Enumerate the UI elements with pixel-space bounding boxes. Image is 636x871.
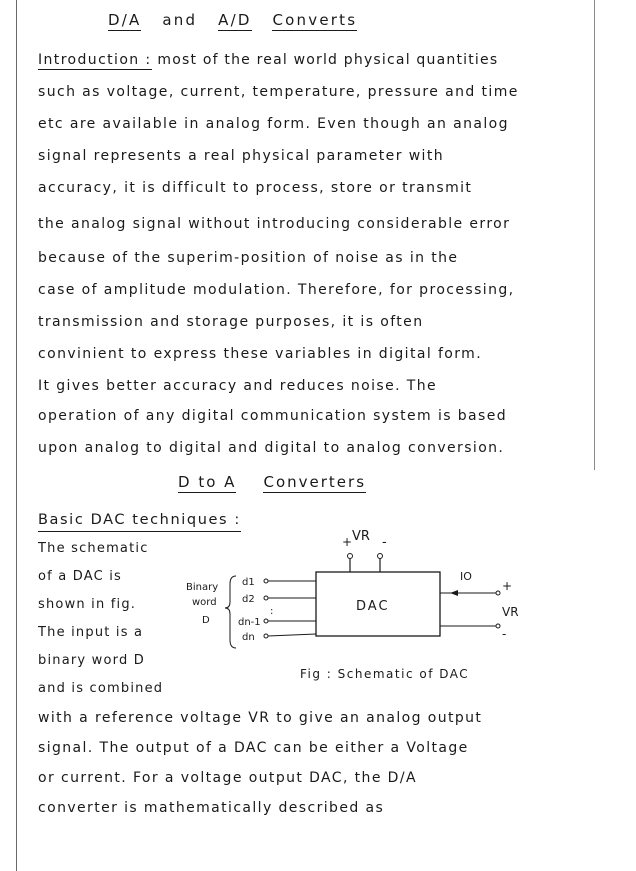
figure-caption: Fig : Schematic of DAC bbox=[300, 667, 470, 681]
input-caption-word: word bbox=[192, 597, 217, 608]
intro-line-3: etc are available in analog form. Even though an analog bbox=[38, 116, 509, 132]
input-dn-label: dn bbox=[242, 632, 255, 643]
right-margin-line bbox=[594, 0, 595, 470]
intro-line-11: It gives better accuracy and reduces noise. The bbox=[38, 378, 438, 394]
output-current-label: IO bbox=[460, 570, 472, 583]
ref-minus-terminal bbox=[378, 554, 383, 559]
bottom-line-1: with a reference voltage VR to give an analog output bbox=[38, 710, 483, 726]
input-dn1-label: dn-1 bbox=[238, 617, 261, 628]
input-ellipsis: : bbox=[270, 606, 274, 617]
input-dn-wire bbox=[268, 634, 316, 636]
input-dn-terminal bbox=[264, 634, 268, 638]
title-ad: A/D bbox=[218, 11, 252, 29]
ref-plus-label: + bbox=[342, 535, 353, 549]
page-title bbox=[108, 10, 357, 30]
side-line-5: binary word D bbox=[38, 653, 145, 668]
left-margin-line bbox=[16, 0, 17, 871]
ref-minus-label: - bbox=[382, 535, 387, 550]
input-dn1-terminal bbox=[264, 619, 268, 623]
side-line-6: and is combined bbox=[38, 681, 164, 696]
output-minus-terminal bbox=[496, 624, 500, 628]
section-heading bbox=[178, 472, 366, 492]
dac-schematic-svg bbox=[180, 528, 530, 696]
intro-line-9: transmission and storage purposes, it is often bbox=[38, 314, 424, 330]
title-da: D/A bbox=[108, 11, 142, 29]
intro-text-1: most of the real world physical quantities bbox=[157, 52, 499, 68]
intro-line-2: such as voltage, current, temperature, pressure and time bbox=[38, 84, 519, 100]
input-caption-d: D bbox=[202, 615, 210, 626]
input-d2-label: d2 bbox=[242, 594, 255, 605]
dac-block-label: DAC bbox=[356, 599, 390, 614]
output-minus-label: - bbox=[502, 627, 507, 641]
intro-line-1 bbox=[38, 50, 498, 70]
intro-line-12: operation of any digital communication system is based bbox=[38, 408, 508, 424]
bottom-line-2: signal. The output of a DAC can be either a Voltage bbox=[38, 740, 469, 756]
bottom-line-4: converter is mathematically described as bbox=[38, 800, 385, 816]
dac-schematic-figure bbox=[180, 528, 530, 696]
intro-line-5: accuracy, it is difficult to process, store or transmit bbox=[38, 180, 473, 196]
basic-dac-heading: Basic DAC techniques : bbox=[38, 510, 241, 532]
output-plus-terminal bbox=[496, 591, 500, 595]
intro-line-4: signal represents a real physical parameter with bbox=[38, 148, 445, 164]
intro-line-7: because of the superim-position of noise as in the bbox=[38, 250, 459, 266]
side-line-1: The schematic bbox=[38, 541, 149, 556]
intro-line-13: upon analog to digital and digital to analog conversion. bbox=[38, 440, 505, 456]
output-plus-label: + bbox=[502, 579, 513, 593]
intro-line-6: the analog signal without introducing considerable error bbox=[38, 216, 511, 232]
ref-plus-terminal bbox=[348, 554, 353, 559]
title-converts: Converts bbox=[272, 11, 358, 29]
input-d2-terminal bbox=[264, 596, 268, 600]
ref-voltage-label: VR bbox=[352, 529, 370, 544]
input-d1-label: d1 bbox=[242, 577, 255, 588]
side-line-4: The input is a bbox=[38, 625, 144, 640]
heading-converters: Converters bbox=[263, 473, 367, 491]
output-arrow-icon bbox=[450, 590, 458, 596]
intro-line-8: case of amplitude modulation. Therefore, for processing, bbox=[38, 282, 515, 298]
input-d1-terminal bbox=[264, 579, 268, 583]
output-vr-label: VR bbox=[502, 605, 519, 619]
input-brace bbox=[225, 576, 236, 648]
input-caption-binary: Binary bbox=[186, 582, 219, 593]
heading-d-to-a: D to A bbox=[178, 473, 237, 491]
side-line-3: shown in fig. bbox=[38, 597, 137, 612]
intro-line-10: convinient to express these variables in digital form. bbox=[38, 346, 483, 362]
bottom-line-3: or current. For a voltage output DAC, the D/A bbox=[38, 770, 417, 786]
intro-label: Introduction : bbox=[38, 52, 152, 68]
title-and: and bbox=[162, 11, 198, 29]
side-line-2: of a DAC is bbox=[38, 569, 123, 584]
